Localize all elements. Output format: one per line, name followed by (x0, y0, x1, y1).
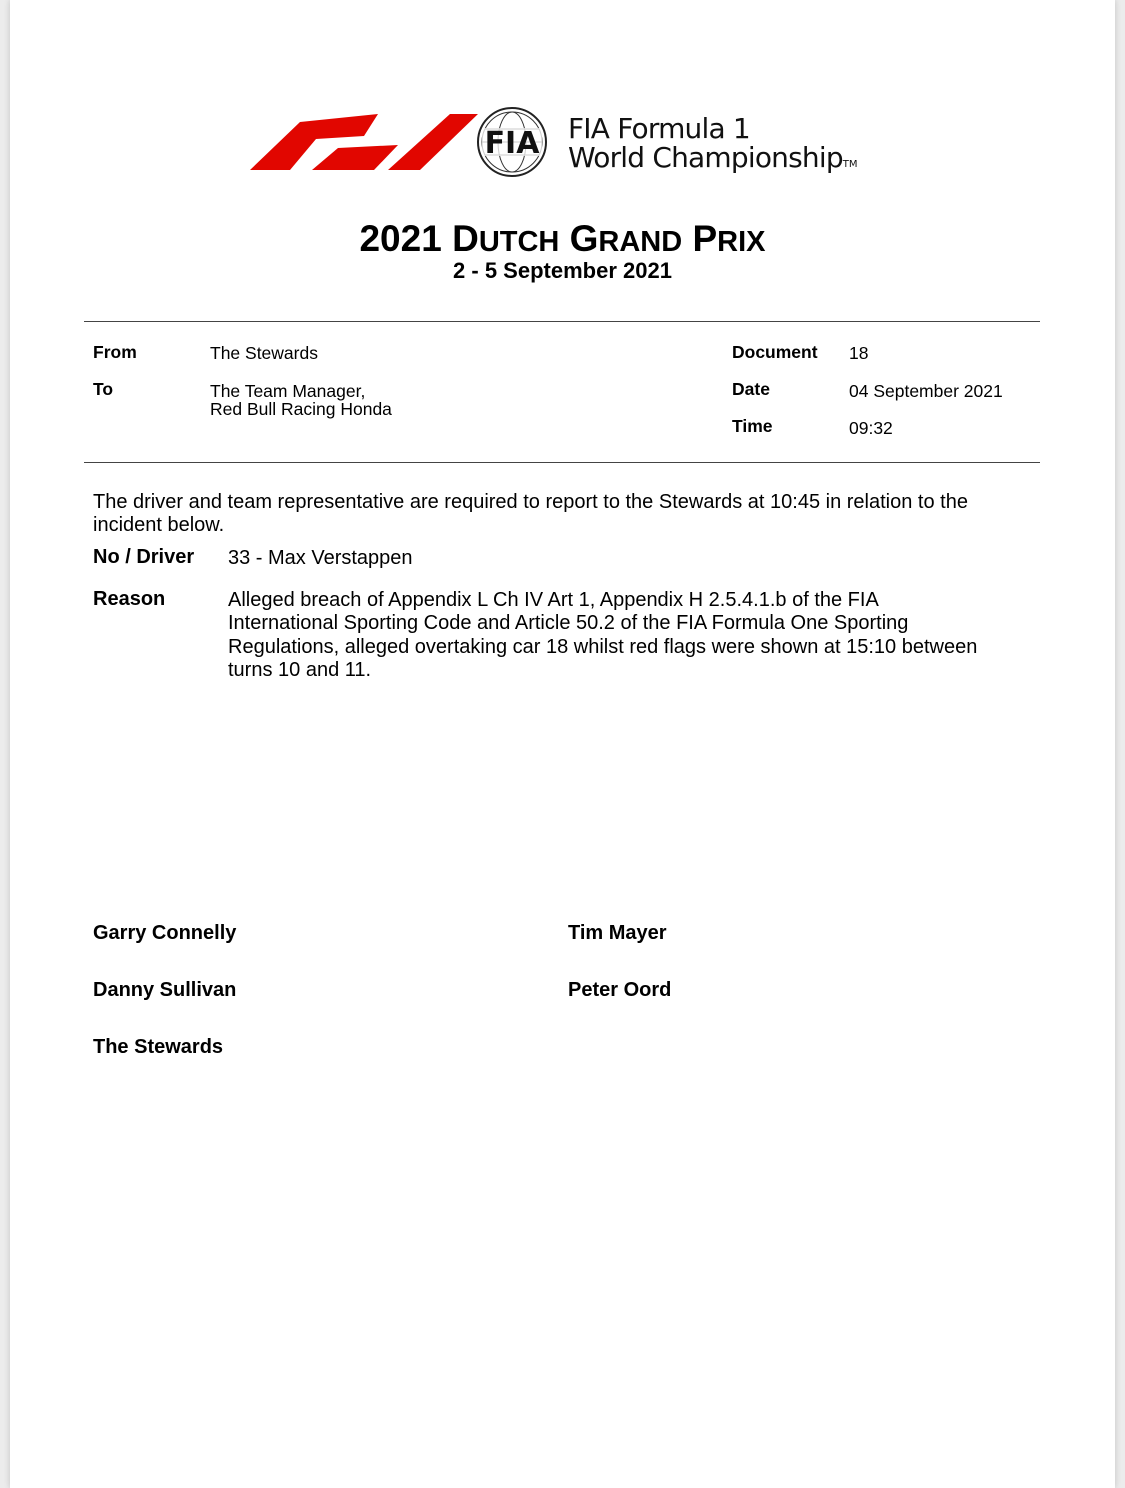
intro-line-1: The driver and team representative are required to report to the Stewards at 10:45 in relation to the (93, 491, 968, 513)
driver-label: No / Driver (93, 546, 195, 568)
fia-emblem-text: FIA (484, 126, 540, 161)
reason-line-2: International Sporting Code and Article 50.2 of the FIA Formula One Sporting (228, 612, 909, 634)
title-word-3: PRIX (692, 218, 766, 259)
title-word-1: DUTCH (452, 218, 560, 259)
trademark-mark: TM (842, 159, 858, 170)
signatory-tim-mayer: Tim Mayer (568, 922, 667, 944)
reason-line-4: turns 10 and 11. (228, 659, 372, 681)
to-value-line2: Red Bull Racing Honda (210, 399, 392, 419)
document-page (10, 0, 1115, 1488)
signatory-danny-sullivan: Danny Sullivan (93, 979, 237, 1001)
to-value-line1: The Team Manager, (210, 381, 366, 401)
signatory-garry-connelly: Garry Connelly (93, 922, 237, 944)
wordmark-line2: World ChampionshipTM (568, 141, 858, 174)
intro-line-2: incident below. (93, 514, 225, 536)
reason-line-1: Alleged breach of Appendix L Ch IV Art 1, Appendix H 2.5.4.1.b of the FIA (228, 589, 879, 611)
from-value: The Stewards (210, 343, 318, 363)
event-dates: 2 - 5 September 2021 (453, 258, 672, 283)
title-word-2: GRAND (569, 218, 683, 259)
logo-wordmark (568, 114, 858, 179)
document-label: Document (732, 342, 818, 362)
signatory-peter-oord: Peter Oord (568, 979, 672, 1001)
signatory-footer: The Stewards (93, 1036, 224, 1058)
f1-fia-logo (238, 106, 918, 182)
time-label: Time (732, 416, 773, 436)
document-value: 18 (849, 343, 869, 363)
divider-bottom (84, 462, 1040, 463)
from-label: From (93, 342, 137, 362)
reason-label: Reason (93, 588, 166, 610)
time-value: 09:32 (849, 418, 893, 438)
date-value: 04 September 2021 (849, 381, 1003, 401)
date-label: Date (732, 379, 770, 399)
divider-top (84, 321, 1040, 322)
event-title: 2021 DUTCH GRAND PRIX (359, 218, 766, 259)
wordmark-line1: FIA Formula 1 (568, 112, 750, 145)
to-label: To (93, 379, 114, 399)
driver-value: 33 - Max Verstappen (228, 547, 413, 569)
f1-logo-icon (238, 106, 568, 182)
reason-line-3: Regulations, alleged overtaking car 18 whilst red flags were shown at 15:10 between (228, 636, 978, 658)
